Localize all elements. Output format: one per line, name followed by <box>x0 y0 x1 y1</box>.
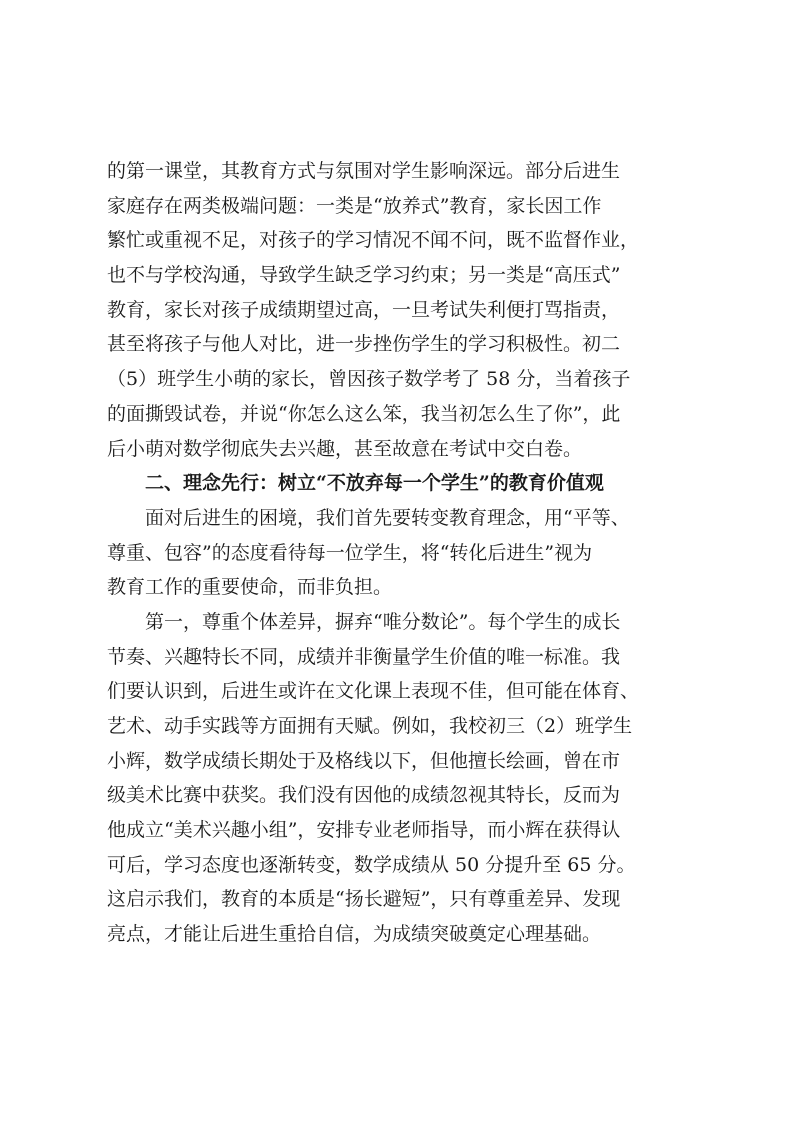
paragraph-line: 第一，尊重个体差异，摒弃“唯分数论”。每个学生的成长 <box>145 610 621 633</box>
paragraph-line: 这启示我们，教育的本质是“扬长避短”，只有尊重差异、发现 <box>107 888 621 911</box>
paragraph-line: 教育工作的重要使命，而非负担。 <box>107 576 393 599</box>
paragraph-line: 亮点，才能让后进生重拾自信，为成绩突破奠定心理基础。 <box>107 923 602 946</box>
paragraph-line: 面对后进生的困境，我们首先要转变教育理念，用“平等、 <box>145 506 630 529</box>
paragraph-line: 他成立“美术兴趣小组”，安排专业老师指导，而小辉在获得认 <box>107 819 621 842</box>
paragraph-line: 小辉，数学成绩长期处于及格线以下，但他擅长绘画，曾在市 <box>107 749 621 772</box>
paragraph-line: 的面撕毁试卷，并说“你怎么这么笨，我当初怎么生了你”，此 <box>107 402 621 425</box>
paragraph-line: 家庭存在两类极端问题：一类是“放养式”教育，家长因工作 <box>107 194 602 217</box>
paragraph-line: （5）班学生小萌的家长，曾因孩子数学考了 58 分，当着孩子 <box>107 368 631 391</box>
paragraph-line: 也不与学校沟通，导致学生缺乏学习约束；另一类是“高压式” <box>107 264 621 287</box>
paragraph-line: 节奏、兴趣特长不同，成绩并非衡量学生价值的唯一标准。我 <box>107 645 621 668</box>
paragraph-line: 甚至将孩子与他人对比，进一步挫伤学生的学习积极性。初二 <box>107 333 621 356</box>
paragraph-line: 级美术比赛中获奖。我们没有因他的成绩忽视其特长，反而为 <box>107 784 621 807</box>
paragraph-line: 可后，学习态度也逐渐转变，数学成绩从 50 分提升至 65 分。 <box>107 853 636 876</box>
paragraph-line: 繁忙或重视不足，对孩子的学习情况不闻不问，既不监督作业， <box>107 229 640 252</box>
document-body <box>107 154 687 952</box>
paragraph-line: 艺术、动手实践等方面拥有天赋。例如，我校初三（2）班学生 <box>107 715 633 737</box>
paragraph-line: 教育，家长对孩子成绩期望过高，一旦考试失利便打骂指责， <box>107 298 621 321</box>
paragraph-line: 们要认识到，后进生或许在文化课上表现不佳，但可能在体育、 <box>107 680 640 703</box>
paragraph-line: 后小萌对数学彻底失去兴趣，甚至故意在考试中交白卷。 <box>107 437 583 460</box>
paragraph-line: 的第一课堂，其教育方式与氛围对学生影响深远。部分后进生 <box>107 160 621 182</box>
section-heading: 二、理念先行：树立“不放弃每一个学生”的教育价值观 <box>145 472 604 495</box>
paragraph-line: 尊重、包容”的态度看待每一位学生，将“转化后进生”视为 <box>107 541 593 564</box>
